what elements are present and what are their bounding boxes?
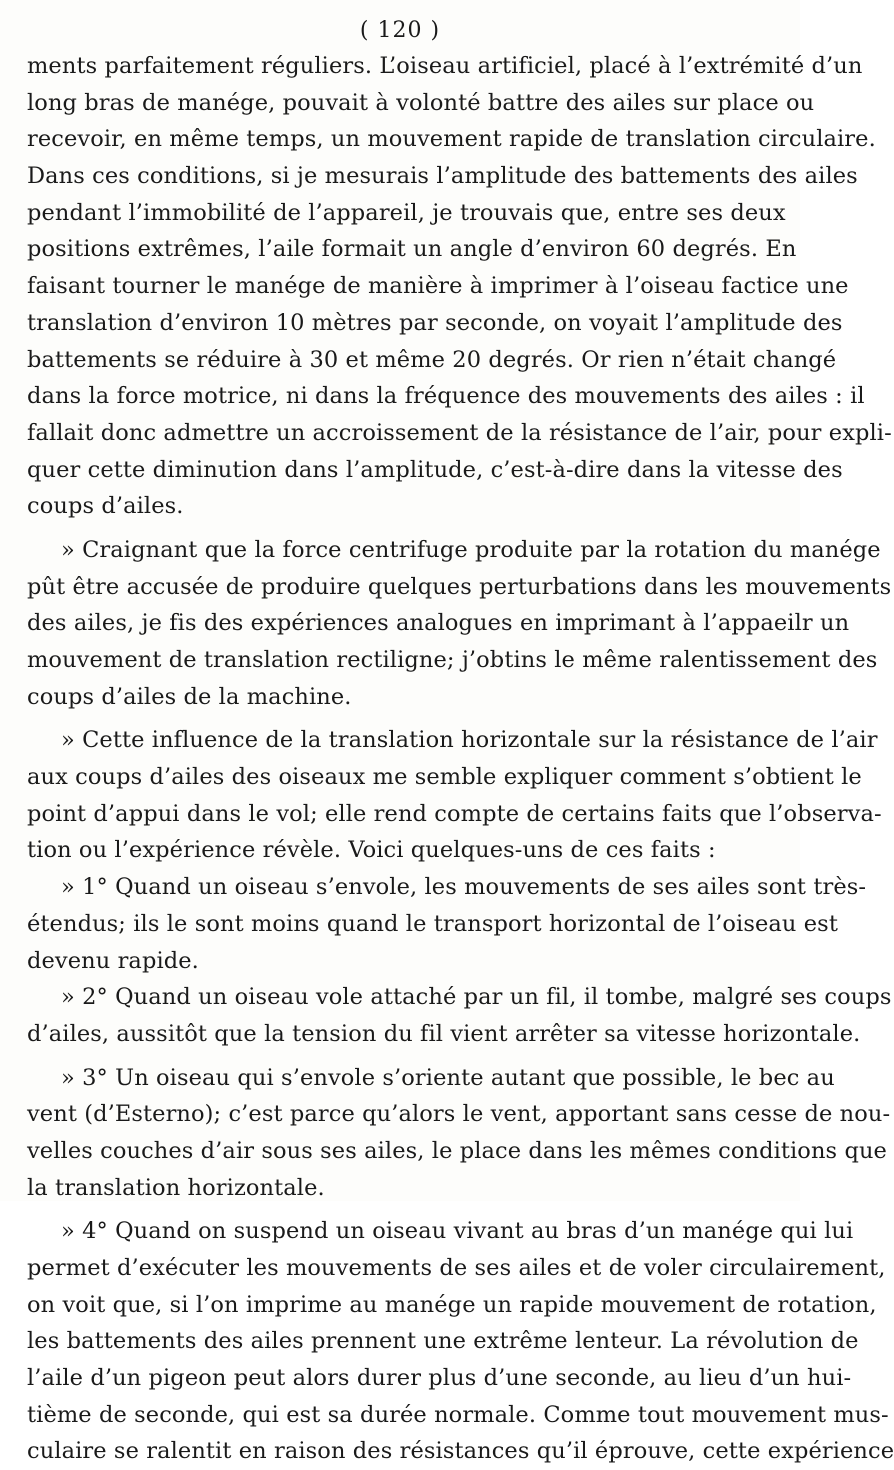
text-line: fallait donc admettre un accroissement de la résistance de l’air, pour expli- <box>27 419 892 446</box>
text-line: la translation horizontale. <box>27 1174 325 1201</box>
text-line: vent (d’Esterno); c’est parce qu’alors le vent, apportant sans cesse de nou- <box>27 1101 891 1128</box>
text-line: coups d’ailes. <box>27 493 184 520</box>
text-line: recevoir, en même temps, un mouvement rapide de translation circulaire. <box>27 126 876 153</box>
text-line: tième de seconde, qui est sa durée normale. Comme tout mouvement mus- <box>27 1401 889 1428</box>
text-line: d’ailes, aussitôt que la tension du fil vient arrêter sa vitesse horizontale. <box>27 1020 861 1047</box>
text-line: permet d’exécuter les mouvements de ses ailes et de voler circulairement, <box>27 1255 886 1281</box>
text-line: mouvement de translation rectiligne; j’obtins le même ralentissement des <box>27 647 878 673</box>
page-number: ( 120 ) <box>359 18 441 43</box>
text-line: étendus; ils le sont moins quand le transport horizontal de l’oiseau est <box>27 910 838 937</box>
text-line: positions extrêmes, l’aile formait un angle d’environ 60 degrés. En <box>27 236 797 263</box>
text-line: coups d’ailes de la machine. <box>27 683 352 710</box>
text-line: » 1° Quand un oiseau s’envole, les mouvements de ses ailes sont très- <box>61 874 867 901</box>
text-line: » Cette influence de la translation horizontale sur la résistance de l’air <box>61 727 878 754</box>
text-line: » 3° Un oiseau qui s’envole s’oriente autant que possible, le bec au <box>61 1064 835 1091</box>
text-line: point d’appui dans le vol; elle rend compte de certains faits que l’observa- <box>27 800 882 827</box>
text-line: tion ou l’expérience révèle. Voici quelques-uns de ces faits : <box>27 837 716 864</box>
text-line: les battements des ailes prennent une extrême lenteur. La révolution de <box>27 1328 859 1355</box>
text-line: Dans ces conditions, si je mesurais l’amplitude des battements des ailes <box>27 163 858 190</box>
text-line: » 2° Quand un oiseau vole attaché par un fil, il tombe, malgré ses coups <box>61 984 892 1011</box>
text-line: pût être accusée de produire quelques perturbations dans les mouvements <box>27 573 892 600</box>
text-line: battements se réduire à 30 et même 20 degrés. Or rien n’était changé <box>27 346 837 373</box>
text-line: devenu rapide. <box>27 947 199 974</box>
text-line: quer cette diminution dans l’amplitude, c’est-à-dire dans la vitesse des <box>27 456 843 483</box>
text-line: faisant tourner le manége de manière à imprimer à l’oiseau factice une <box>27 273 849 300</box>
text-line: » Craignant que la force centrifuge produite par la rotation du manége <box>61 536 881 563</box>
text-line: l’aile d’un pigeon peut alors durer plus d’une seconde, au lieu d’un hui- <box>27 1365 852 1392</box>
text-line: translation d’environ 10 mètres par seconde, on voyait l’amplitude des <box>27 309 843 336</box>
text-line: » 4° Quand on suspend un oiseau vivant au bras d’un manége qui lui <box>61 1218 854 1245</box>
text-line: long bras de manége, pouvait à volonté battre des ailes sur place ou <box>27 89 815 116</box>
text-line: velles couches d’air sous ses ailes, le place dans les mêmes conditions que <box>27 1137 887 1164</box>
text-line: culaire se ralentit en raison des résistances qu’il éprouve, cette expérience <box>27 1438 894 1465</box>
text-line: dans la force motrice, ni dans la fréquence des mouvements des ailes : il <box>27 383 865 410</box>
text-line: ments parfaitement réguliers. L’oiseau artificiel, placé à l’extrémité d’un <box>27 53 863 79</box>
body-text <box>27 48 894 1470</box>
text-line: aux coups d’ailes des oiseaux me semble expliquer comment s’obtient le <box>27 764 862 791</box>
text-line: on voit que, si l’on imprime au manége un rapide mouvement de rotation, <box>27 1291 877 1318</box>
text-line: pendant l’immobilité de l’appareil, je trouvais que, entre ses deux <box>27 199 786 226</box>
text-line: des ailes, je fis des expériences analogues en imprimant à l’appaeilr un <box>27 610 850 637</box>
